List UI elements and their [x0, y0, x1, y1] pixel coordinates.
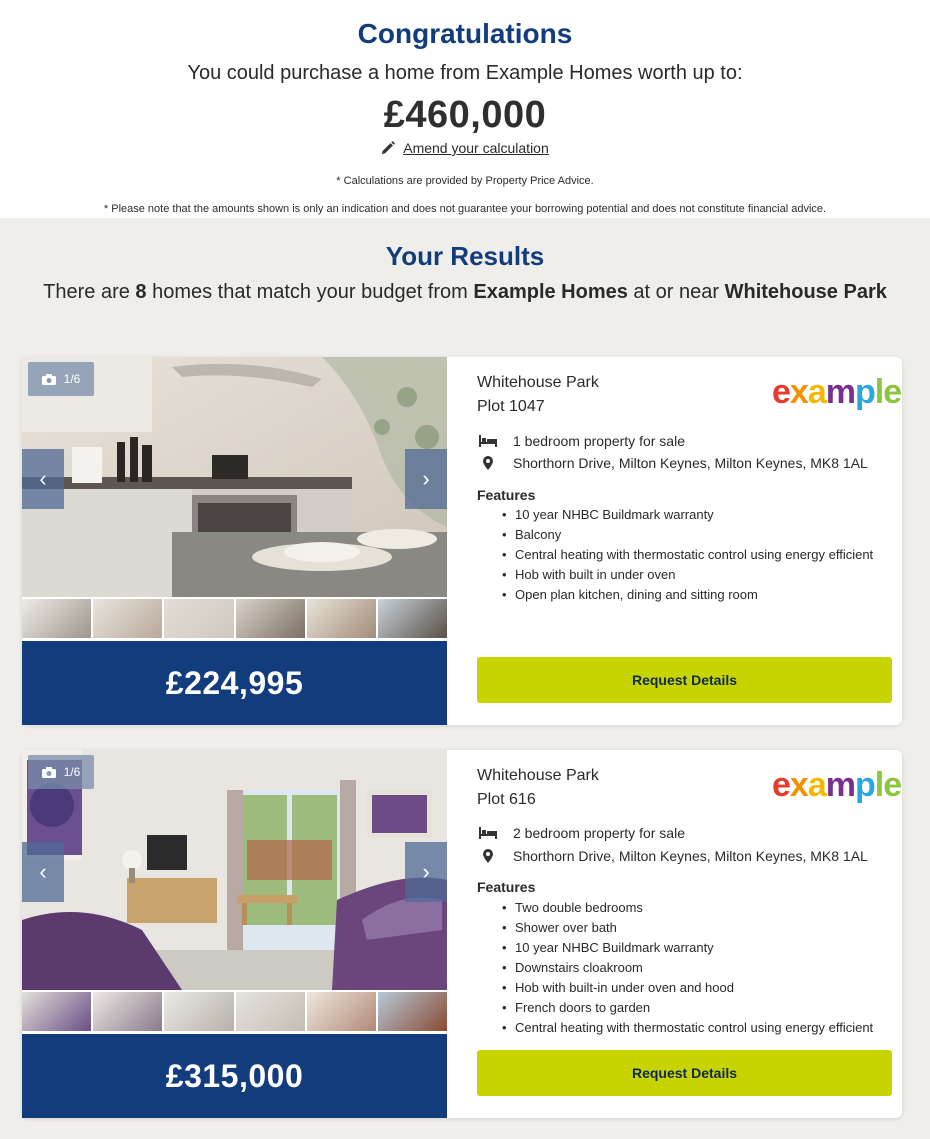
development-name: Whitehouse Park [477, 767, 599, 784]
chevron-right-icon: › [422, 466, 430, 491]
feature-item: • Hob with built-in under oven and hood [515, 978, 873, 998]
congratulations-section [0, 0, 930, 218]
map-pin-icon [477, 456, 499, 470]
map-pin-icon [477, 849, 499, 863]
pencil-icon [381, 141, 395, 155]
purchase-subtitle: You could purchase a home from Example Homes worth up to: [187, 62, 743, 84]
plot-number: Plot 616 [477, 791, 536, 808]
bed-icon [477, 827, 499, 839]
amend-row [381, 139, 549, 157]
results-title: Your Results [385, 241, 545, 271]
feature-item: • Downstairs cloakroom [515, 958, 873, 978]
plot-number: Plot 1047 [477, 398, 545, 415]
main-photo[interactable] [22, 750, 447, 990]
thumbnail[interactable] [93, 992, 162, 1031]
thumbnail[interactable] [307, 992, 376, 1031]
bed-icon [477, 435, 499, 447]
results-count: 8 [135, 281, 147, 303]
chevron-left-icon: ‹ [39, 859, 47, 884]
amend-calculation-link[interactable]: Amend your calculation [403, 140, 549, 156]
thumbnail[interactable] [22, 599, 91, 638]
listing-title [477, 371, 599, 419]
feature-item: • Open plan kitchen, dining and sitting room [515, 585, 873, 605]
thumbnail[interactable] [164, 599, 233, 638]
features-list [515, 505, 873, 605]
features-title: Features [477, 879, 536, 895]
next-photo-button[interactable] [405, 842, 447, 902]
photo-counter: 1/6 [28, 362, 94, 396]
thumbnail[interactable] [307, 599, 376, 638]
thumbnail[interactable] [378, 599, 447, 638]
camera-icon [42, 767, 56, 778]
feature-item: • 10 year NHBC Buildmark warranty [515, 505, 873, 525]
congratulations-title: Congratulations [357, 18, 573, 49]
features-list [515, 898, 873, 1038]
bedrooms-line: 2 bedroom property for sale [477, 824, 685, 842]
budget-amount: £460,000 [383, 94, 547, 136]
listing-info [477, 357, 902, 725]
listing-card [22, 750, 902, 1118]
feature-item: • French doors to garden [515, 998, 873, 1018]
svg-text:example: example [772, 766, 902, 804]
listing-price: £224,995 [22, 641, 447, 725]
thumbnail[interactable] [93, 599, 162, 638]
feature-item: • Hob with built in under oven [515, 565, 873, 585]
example-logo [772, 373, 902, 411]
listing-media [22, 357, 447, 725]
feature-item: • Two double bedrooms [515, 898, 873, 918]
feature-item: • Central heating with thermostatic control using energy efficient [515, 1018, 873, 1038]
listing-card [22, 357, 902, 725]
thumbnail-strip [22, 992, 447, 1031]
prev-photo-button[interactable] [22, 842, 64, 902]
address-line: Shorthorn Drive, Milton Keynes, Milton Keynes, MK8 1AL [477, 847, 868, 865]
feature-item: • Central heating with thermostatic control using energy efficient [515, 545, 873, 565]
request-details-button[interactable]: Request Details [477, 657, 892, 703]
main-photo[interactable] [22, 357, 447, 597]
feature-item: • Shower over bath [515, 918, 873, 938]
thumbnail[interactable] [22, 992, 91, 1031]
thumbnail[interactable] [378, 992, 447, 1031]
results-description: There are 8 homes that match your budget from Example Homes at or near Whitehouse Park [43, 281, 887, 303]
thumbnail[interactable] [236, 599, 305, 638]
listing-info [477, 750, 902, 1118]
address-line: Shorthorn Drive, Milton Keynes, Milton Keynes, MK8 1AL [477, 454, 868, 472]
feature-item: • Balcony [515, 525, 873, 545]
feature-item: • 10 year NHBC Buildmark warranty [515, 938, 873, 958]
bedrooms-line: 1 bedroom property for sale [477, 432, 685, 450]
features-title: Features [477, 487, 536, 503]
listing-title [477, 764, 599, 812]
thumbnail[interactable] [236, 992, 305, 1031]
thumbnail-strip [22, 599, 447, 638]
listing-media [22, 750, 447, 1118]
camera-icon [42, 374, 56, 385]
svg-text:example: example [772, 373, 902, 411]
disclaimer-note: * Please note that the amounts shown is only an indication and does not guarantee your borrowing potential and does not constitute financial advice. [103, 203, 827, 215]
results-builder: Example Homes [473, 281, 628, 303]
calculations-note: * Calculations are provided by Property Price Advice. [336, 175, 594, 187]
request-details-button[interactable]: Request Details [477, 1050, 892, 1096]
prev-photo-button[interactable] [22, 449, 64, 509]
thumbnail[interactable] [164, 992, 233, 1031]
next-photo-button[interactable] [405, 449, 447, 509]
chevron-left-icon: ‹ [39, 466, 47, 491]
example-logo [772, 766, 902, 804]
listing-price: £315,000 [22, 1034, 447, 1118]
development-name: Whitehouse Park [477, 374, 599, 391]
photo-counter: 1/6 [28, 755, 94, 789]
chevron-right-icon: › [422, 859, 430, 884]
results-location: Whitehouse Park [724, 281, 887, 303]
